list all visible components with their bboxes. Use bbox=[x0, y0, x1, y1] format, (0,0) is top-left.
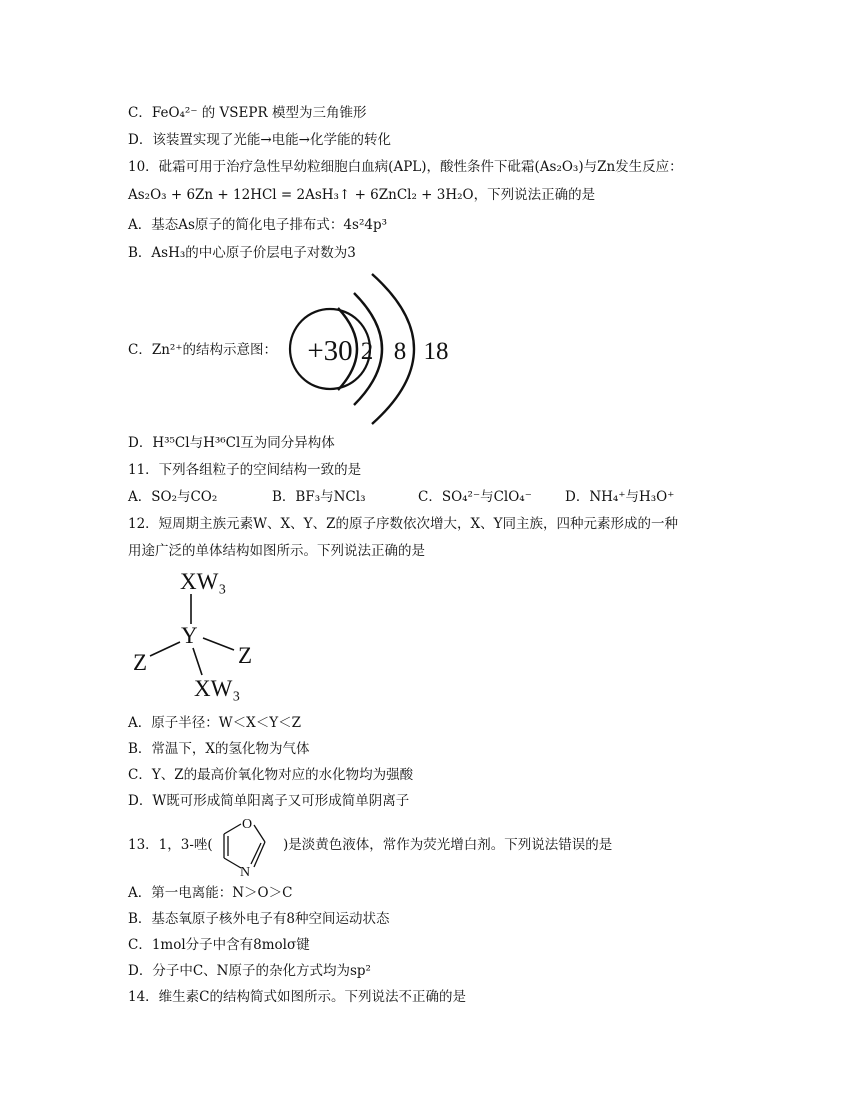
question-10-stem: 10．砒霜可用于治疗急性早幼粒细胞白血病(APL)，酸性条件下砒霜(As₂O₃)与Zn发生反应： bbox=[128, 159, 683, 175]
nucleus-charge: +30 bbox=[307, 335, 353, 367]
oxazole-nitrogen-label: N bbox=[240, 865, 251, 878]
option-d-q12: D．W既可形成简单阳离子又可形成简单阴离子 bbox=[128, 793, 410, 809]
question-13-stem-end: )是淡黄色液体，常作为荧光增白剂。下列说法错误的是 bbox=[283, 837, 613, 853]
option-a-q10: A．基态As原子的简化电子排布式：4s²4p³ bbox=[128, 217, 387, 233]
option-d-q11: D．NH₄⁺与H₃O⁺ bbox=[565, 489, 675, 505]
option-c-q11: C．SO₄²⁻与ClO₄⁻ bbox=[418, 489, 532, 505]
option-b-q10: B．AsH₃的中心原子价层电子对数为3 bbox=[128, 245, 356, 261]
option-c-q13: C．1mol分子中含有8molσ键 bbox=[128, 937, 310, 953]
option-a-q11: A．SO₂与CO₂ bbox=[128, 489, 218, 505]
shell-1-electrons: 2 bbox=[360, 338, 374, 365]
question-13-stem-start: 13．1，3-唑( bbox=[128, 837, 213, 853]
right-atom-label: Z bbox=[238, 643, 253, 668]
question-11-stem: 11．下列各组粒子的空间结构一致的是 bbox=[128, 462, 362, 478]
option-c-q10: C．Zn²⁺的结构示意图： bbox=[128, 342, 277, 358]
left-atom-label: Z bbox=[133, 650, 148, 675]
option-d-q9: D．该装置实现了光能→电能→化学能的转化 bbox=[128, 132, 391, 148]
question-12-stem-1: 12．短周期主族元素W、X、Y、Z的原子序数依次增大，X、Y同主族，四种元素形成的一种 bbox=[128, 516, 678, 532]
question-10-equation: As₂O₃ + 6Zn + 12HCl = 2AsH₃↑ + 6ZnCl₂ + 3H₂O，下列说法正确的是 bbox=[128, 187, 596, 203]
top-group-label: XW₃ bbox=[180, 569, 227, 594]
option-d-q10: D．H³⁵Cl与H³⁶Cl互为同分异构体 bbox=[128, 435, 335, 451]
option-c-q12: C．Y、Z的最高价氧化物对应的水化物均为强酸 bbox=[128, 767, 414, 783]
zn-ion-structure-diagram bbox=[280, 268, 460, 428]
option-d-q13: D．分子中C、N原子的杂化方式均为sp² bbox=[128, 963, 371, 979]
shell-2-electrons: 8 bbox=[393, 338, 407, 365]
option-c-q9: C．FeO₄²⁻ 的 VSEPR 模型为三角锥形 bbox=[128, 105, 367, 121]
oxazole-ring-diagram bbox=[212, 812, 280, 878]
option-b-q11: B．BF₃与NCl₃ bbox=[272, 489, 366, 505]
center-atom-label: Y bbox=[181, 623, 198, 648]
monomer-structure-diagram bbox=[128, 562, 278, 707]
option-b-q12: B．常温下，X的氢化物为气体 bbox=[128, 741, 310, 757]
question-14-stem: 14．维生素C的结构简式如图所示。下列说法不正确的是 bbox=[128, 989, 467, 1005]
oxazole-oxygen-label: O bbox=[242, 817, 253, 832]
question-12-stem-2: 用途广泛的单体结构如图所示。下列说法正确的是 bbox=[128, 543, 425, 559]
bottom-group-label: XW₃ bbox=[194, 676, 241, 701]
option-a-q12: A．原子半径：W＜X＜Y＜Z bbox=[128, 715, 302, 731]
option-a-q13: A．第一电离能：N＞O＞C bbox=[128, 885, 293, 901]
option-b-q13: B．基态氧原子核外电子有8种空间运动状态 bbox=[128, 911, 390, 927]
shell-3-electrons: 18 bbox=[423, 338, 449, 365]
